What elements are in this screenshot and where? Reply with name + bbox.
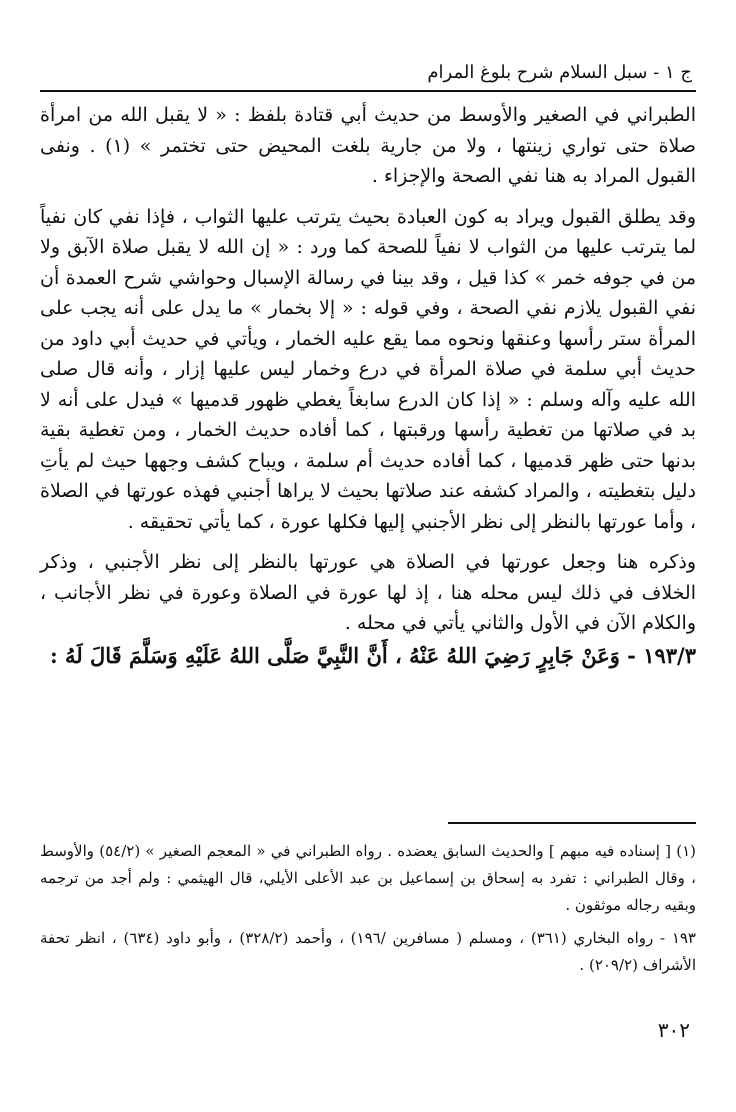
hadith-heading: ١٩٣/٣ - وَعَنْ جَابِرٍ رَضِيَ اللهُ عَنْهُ ، أَنَّ النَّبِيَّ صَلَّى اللهُ عَلَيْهِ وَسَلَّمَ قَالَ لَهُ : bbox=[49, 642, 696, 668]
footnote: (١) [ إسناده فيه مبهم ] والحديث السابق يعضده . رواه الطبراني في « المعجم الصغير » (٥٤/٢) والأوسط ، وقال الطبراني : تفرد به إسحاق بن إسماعيل بن عبد الأعلى الأيلي، قال الهيثمي : ولم أجد من ترجمه وبقيه رجاله موثقون . bbox=[40, 842, 696, 914]
header-rule bbox=[40, 90, 696, 92]
paragraph: وذكره هنا وجعل عورتها في الصلاة هي عورتها بالنظر إلى نظر الأجنبي ، وذكر الخلاف في ذلك ليس محله هنا ، إذ لها عورة في الصلاة وعورة في نظر الأجانب ، والكلام الآن في الأول والثاني يأتي في محله . bbox=[40, 551, 696, 634]
main-text bbox=[40, 100, 696, 673]
page-number: ٣٠٢ bbox=[657, 1018, 690, 1042]
paragraph: الطبراني في الصغير والأوسط من حديث أبي قتادة بلفظ : « لا يقبل الله من امرأة صلاة حتى تواري زينتها ، ولا من جارية بلغت المحيض حتى تختمر » (١) . ونفى القبول المراد به هنا نفي الصحة والإجزاء . bbox=[40, 104, 696, 187]
paragraph: وقد يطلق القبول ويراد به كون العبادة بحيث يترتب عليها الثواب ، فإذا نفي كان نفياً لما يترتب عليها من الثواب لا نفياً للصحة كما ورد : « إن الله لا يقبل صلاة الآبق ولا من في جوفه خمر » كذا قيل ، وقد بينا في رسالة الإسبال وحواشي شرح العمدة أن نفي القبول يلازم نفي الصحة ، وفي قوله : « إلا بخمار » ما يدل على أنه يجب على المرأة ستر رأسها وعنقها ونحوه مما يقع عليه الخمار ، ويأتي في حديث أبي داود من حديث أبي سلمة في صلاة المرأة في درع وخمار ليس عليها إزار ، وأنه قال صلى الله عليه وآله وسلم : « إذا كان الدرع سابغاً يغطي ظهور قدميها » فيدل على أنه لا بد في صلاتها من تغطية رأسها ورقبتها ، كما أفاده حديث الخمار ، ومن تغطية بقية بدنها حتى ظهر قدميها ، كما أفاده حديث أم سلمة ، ويباح كشف وجهها حيث لم يأتِ دليل بتغطيته ، والمراد كشفه عند صلاتها بحيث لا يراها أجنبي فهذه عورتها في الصلاة ، وأما عورتها بالنظر إلى نظر الأجنبي إليها فكلها عورة ، كما يأتي تحقيقه . bbox=[40, 205, 696, 533]
footnote-rule bbox=[448, 822, 696, 824]
footnote: ١٩٣ - رواه البخاري (٣٦١) ، ومسلم ( مسافرين /١٩٦) ، وأحمد (٣٢٨/٢) ، وأبو داود (٦٣٤) ، انظر تحفة الأشراف (٢٠٩/٢) . bbox=[40, 929, 696, 974]
running-head: ج ١ - سبل السلام شرح بلوغ المرام bbox=[427, 62, 692, 83]
footnotes bbox=[40, 838, 696, 979]
